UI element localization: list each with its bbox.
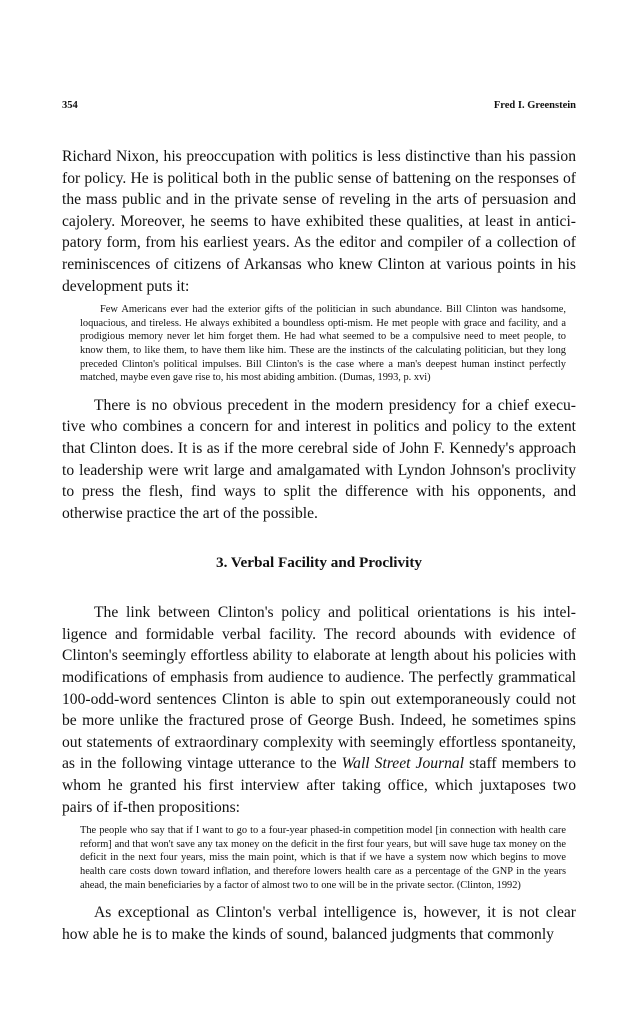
running-head: [62, 100, 576, 118]
paragraph-3: [62, 602, 576, 818]
paragraph-4: As exceptional as Clinton's verbal intelligence is, however, it is not clear how able he is to make the kinds of sound, balanced judgments that commonly: [62, 904, 576, 943]
page-number: 354: [62, 100, 78, 111]
paragraph-3-text-a: The link between Clinton's policy and political orientations is his intel-ligence and formidable verbal facility. The record abounds with evidence of Clinton's seemingly effortless ability to elaborate at length about his policies with modifications of emphasis from audience to audience. The perfectly grammatical 100-odd-word sentences Clinton is able to spin out extemporaneously could not be more unlike the fractured prose of George Bush. Indeed, he sometimes spins out statements of extraordinary complexity with seemingly effortless spontaneity, as in the following vintage utterance to the: [62, 604, 576, 773]
section-heading: 3. Verbal Facility and Proclivity: [215, 554, 422, 572]
block-quote-clinton: The people who say that if I want to go to a four-year phased-in competition model [in connection with health care reform] and that won't save any tax money on the deficit in the first four years, but will save huge tax money on the deficit in the next four years, miss the main point, which is that if we have a system now which begins to move health care costs down toward inflation, and therefore lowers health care as a percentage of the GNP in the years ahead, the main beneficiaries by a factor of almost two to one will be in the private sector. (Clinton, 1992): [80, 825, 566, 891]
paragraph-2: There is no obvious precedent in the modern presidency for a chief execu-tive who combines a concern for and interest in politics and policy to the extent that Clinton does. It is as if the more cerebral side of John F. Kennedy's approach to leadership were writ large and amalgamated with Lyndon Johnson's proclivity to press the flesh, find ways to split the difference with his opponents, and otherwise practice the art of the possible.: [62, 396, 576, 522]
paragraph-3-text-b: staff members to whom he granted his first interview after taking office, which juxtaposes two pairs of if-then propositions:: [62, 755, 576, 816]
page: [62, 100, 576, 945]
journal-title: Wall Street Journal: [341, 755, 465, 773]
paragraph-1: Richard Nixon, his preoccupation with politics is less distinctive than his passion for policy. He is political both in the public sense of battening on the responses of the mass public and in the private sense of reveling in the arts of persuasion and cajolery. Moreover, he seems to have exhibited these qualities, at least in antici-patory form, from his earliest years. As the editor and compiler of a collection of reminiscences of citizens of Arkansas who knew Clinton at various points in his development puts it:: [62, 148, 576, 295]
running-head-author: Fred I. Greenstein: [493, 100, 576, 111]
block-quote-dumas: Few Americans ever had the exterior gifts of the politician in such abundance. Bill Clinton was handsome, loquacious, and tireless. He always exhibited a boundless opti-mism. He met people with grace and facility, and a prodigious memory never let him forget them. He had what seemed to be a compulsive need to meet people, to know them, to like them, to have them like him. These are the instincts of the calculating politician, but they long preceded Clinton's political impulses. Bill Clinton's is the case where a man's deepest human instinct perfectly matched, maybe even gave rise to, his most abiding ambition. (Dumas, 1993, p. xvi): [80, 304, 566, 384]
